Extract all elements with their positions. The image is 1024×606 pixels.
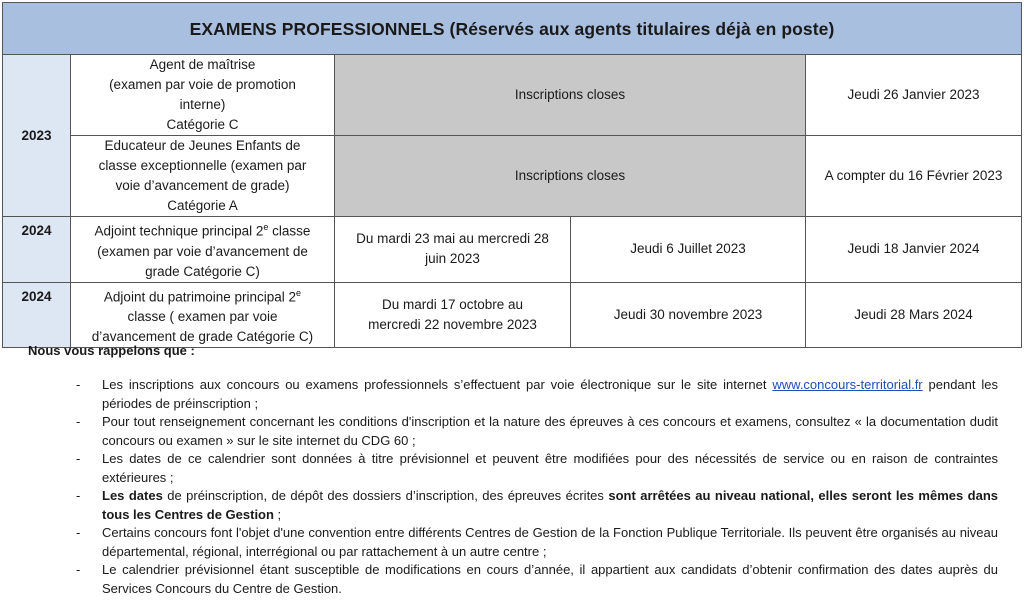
- exam-line: interne): [179, 97, 226, 112]
- exam-line: grade Catégorie C): [145, 263, 260, 279]
- inscriptions-closed-cell: Inscriptions closes: [335, 55, 806, 136]
- exam-line: Adjoint du patrimoine principal 2e: [103, 287, 302, 304]
- list-item: - Les inscriptions aux concours ou examens professionnels s’effectuent par voie électronique sur le site internet www.concours-territorial.fr pendant les périodes de préinscription ;: [76, 377, 999, 411]
- list-item: - Pour tout renseignement concernant les conditions d'inscription et la nature des épreuves à ces concours et examens, consultez « la documentation dudit concours ou examen » sur le site internet du CDG 60 ;: [76, 414, 998, 448]
- exams-table: [2, 2, 1022, 348]
- table-row: [3, 282, 1022, 348]
- year-cell: 2024: [3, 217, 71, 283]
- exam-line: classe ( examen par voie: [127, 309, 278, 324]
- exam-line: Adjoint technique principal 2e classe: [94, 222, 311, 239]
- dash-bullet: -: [76, 562, 81, 577]
- table-title-row: [3, 3, 1022, 55]
- depot-date-cell: Jeudi 6 Juillet 2023: [571, 217, 806, 283]
- depot-date-cell: Jeudi 30 novembre 2023: [571, 282, 806, 348]
- exam-line: Agent de maîtrise: [149, 57, 256, 72]
- exam-line: (examen par voie d’avancement de: [97, 243, 308, 259]
- epreuve-date-cell: A compter du 16 Février 2023: [806, 136, 1022, 217]
- exam-line: Catégorie C: [166, 117, 239, 132]
- list-item: - Certains concours font l'objet d'une convention entre différents Centres de Gestion de la Fonction Publique Territoriale. Ils peuvent être organisés au niveau départemental, régional, interrégional ou par rattachement à un autre centre ;: [76, 525, 998, 559]
- exam-line: (examen par voie de promotion: [109, 77, 296, 92]
- exam-cell: [71, 55, 335, 136]
- list-item: - Le calendrier prévisionnel étant susceptible de modifications en cours d’année, il appartient aux candidats d’obtenir confirmation des dates auprès du Services Concours du Centre de Gestion.: [76, 562, 998, 596]
- dash-bullet: -: [76, 525, 81, 540]
- epreuve-date-cell: Jeudi 18 Janvier 2024: [806, 217, 1022, 283]
- exam-cell: [71, 217, 335, 283]
- exam-line: Educateur de Jeunes Enfants de: [104, 138, 301, 153]
- exam-line: d’avancement de grade Catégorie C): [91, 329, 314, 344]
- dash-bullet: -: [76, 488, 81, 503]
- dash-bullet: -: [76, 451, 81, 466]
- table-row: [3, 55, 1022, 136]
- table-row: [3, 136, 1022, 217]
- year-cell: 2023: [3, 55, 71, 217]
- inscriptions-period-cell: Du mardi 23 mai au mercredi 28 juin 2023: [335, 217, 571, 283]
- dash-bullet: -: [76, 377, 81, 392]
- exam-line: voie d’avancement de grade): [115, 178, 290, 193]
- epreuve-date-cell: Jeudi 28 Mars 2024: [806, 282, 1022, 348]
- inscriptions-closed-cell: Inscriptions closes: [335, 136, 806, 217]
- concours-territorial-link[interactable]: www.concours-territorial.fr: [772, 377, 923, 392]
- exam-cell: [71, 136, 335, 217]
- exam-line: classe exceptionnelle (examen par: [98, 158, 307, 173]
- table-row: [3, 217, 1022, 283]
- epreuve-date-cell: Jeudi 26 Janvier 2023: [806, 55, 1022, 136]
- table-title: EXAMENS PROFESSIONNELS (Réservés aux agents titulaires déjà en poste): [3, 3, 1022, 55]
- exam-line: Catégorie A: [167, 198, 238, 213]
- inscriptions-period-cell: Du mardi 17 octobre au mercredi 22 novembre 2023: [335, 282, 571, 348]
- list-item: - Les dates de ce calendrier sont données à titre prévisionnel et peuvent être modifiées pour des nécessités de service ou en raison de contraintes extérieures ;: [76, 451, 998, 485]
- exam-cell: [71, 282, 335, 348]
- year-cell: 2024: [3, 282, 71, 348]
- notes-list: [76, 376, 998, 598]
- notes-heading: Nous vous rappelons que :: [28, 343, 195, 358]
- dash-bullet: -: [76, 414, 81, 429]
- list-item: - Les dates de préinscription, de dépôt des dossiers d’inscription, des épreuves écrites sont arrêtées au niveau national, elles seront les mêmes dans tous les Centres de Gestion ;: [76, 488, 998, 522]
